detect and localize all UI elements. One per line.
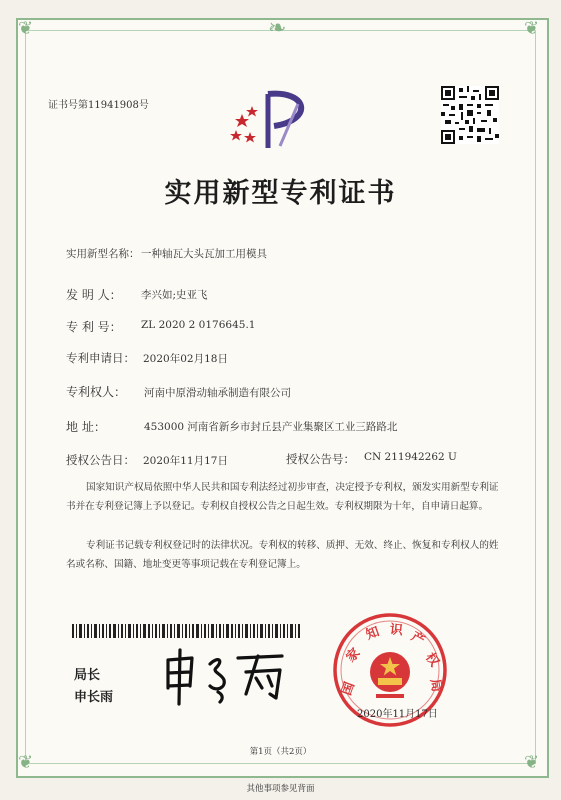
page-indicator: 第1页（共2页）	[249, 747, 312, 757]
address-label: 地 址：	[66, 420, 106, 434]
corner-ornament-icon: ❦	[524, 752, 540, 773]
svg-text:识: 识	[389, 622, 404, 639]
patentee-value: 河南中原滑动轴承制造有限公司	[144, 387, 291, 399]
corner-ornament-icon: ❦	[18, 18, 34, 39]
svg-text:知: 知	[364, 624, 382, 643]
grant-date-value: 2020年11月17日	[143, 455, 228, 467]
certificate-title: 实用新型专利证书	[164, 178, 397, 209]
director-name: 申长雨	[74, 690, 114, 705]
svg-text:家: 家	[343, 645, 364, 666]
certificate-serial-number: 证书号第11941908号	[48, 100, 149, 111]
svg-text:权: 权	[421, 650, 442, 670]
patentee-label: 专利权人：	[66, 385, 127, 399]
address-value: 453000 河南省新乡市封丘县产业集聚区工业三路路北	[144, 421, 398, 433]
cnipa-logo-icon	[228, 86, 320, 156]
top-ornament-icon: ❧	[268, 16, 287, 41]
filing-date-value: 2020年02月18日	[143, 353, 228, 365]
svg-text:局: 局	[426, 677, 444, 694]
inventor-value: 李兴如;史亚飞	[141, 289, 208, 301]
certificate-legal-status-paragraph: 专利证书记载专利权登记时的法律状况。专利权的转移、质押、无效、终止、恢复和专利权人的姓名或名称、国籍、地址变更等事项记载在专利登记簿上。	[66, 540, 499, 570]
patent-number-label: 专 利 号：	[66, 320, 122, 334]
grant-date-label: 授权公告日：	[66, 453, 135, 467]
barcode-icon	[72, 624, 302, 638]
svg-text:国: 国	[339, 680, 358, 698]
name-value: 一种轴瓦大头瓦加工用模具	[141, 248, 267, 260]
inventor-label: 发 明 人：	[66, 288, 122, 302]
director-title: 局长	[74, 668, 101, 683]
director-signature-icon	[160, 646, 290, 706]
grant-number-value: CN 211942262 U	[364, 451, 457, 463]
seal-date: 2020年11月17日	[357, 709, 438, 720]
grant-number-label: 授权公告号：	[286, 452, 355, 466]
name-label: 实用新型名称：	[66, 248, 140, 260]
svg-text:产: 产	[408, 629, 428, 649]
patent-number-value: ZL 2020 2 0176645.1	[141, 319, 256, 331]
filing-date-label: 专利申请日：	[66, 351, 135, 365]
qr-code-icon	[441, 86, 499, 144]
back-note: 其他事项参见背面	[246, 784, 315, 794]
corner-ornament-icon: ❦	[524, 18, 540, 39]
corner-ornament-icon: ❦	[18, 752, 34, 773]
certificate-statement-paragraph: 国家知识产权局依照中华人民共和国专利法经过初步审查，决定授予专利权，颁发实用新型专利证书并在专利登记簿上予以登记。专利权自授权公告之日起生效。专利权期限为十年，自申请日起算。	[66, 482, 499, 512]
